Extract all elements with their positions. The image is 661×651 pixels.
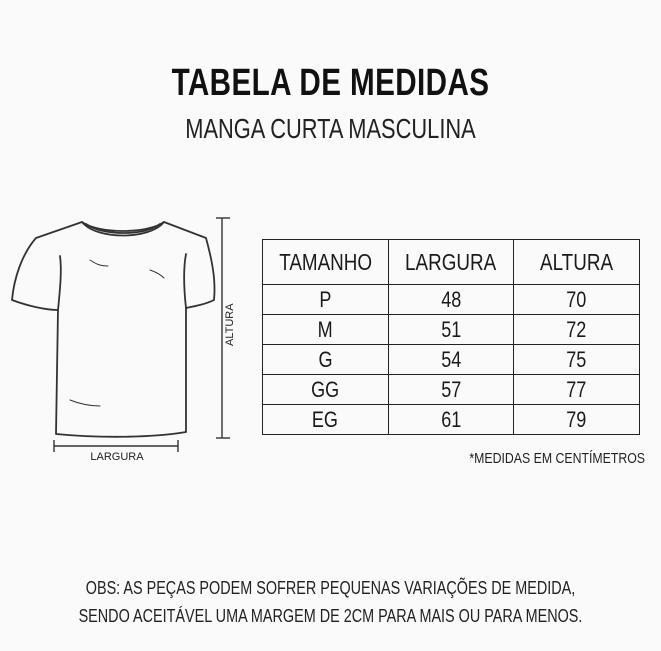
size-cell: M bbox=[263, 315, 389, 345]
largura-cell: 51 bbox=[388, 315, 514, 345]
size-table bbox=[262, 239, 640, 435]
header-tamanho: TAMANHO bbox=[263, 240, 389, 285]
altura-cell: 70 bbox=[514, 285, 640, 315]
largura-cell: 57 bbox=[388, 375, 514, 405]
largura-dimension-label: LARGURA bbox=[90, 451, 144, 463]
header-largura: LARGURA bbox=[388, 240, 514, 285]
table-row bbox=[263, 285, 640, 315]
size-cell: G bbox=[263, 345, 389, 375]
altura-cell: 72 bbox=[514, 315, 640, 345]
largura-cell: 48 bbox=[388, 285, 514, 315]
disclaimer-line-1: OBS: AS PEÇAS PODEM SOFRER PEQUENAS VARIAÇÕES DE MEDIDA, bbox=[85, 578, 576, 598]
disclaimer-line-2: SENDO ACEITÁVEL UMA MARGEM DE 2CM PARA MAIS OU PARA MENOS. bbox=[78, 606, 583, 626]
table-header-row bbox=[263, 240, 640, 285]
header-altura: ALTURA bbox=[514, 240, 640, 285]
disclaimer bbox=[66, 574, 595, 630]
page-subtitle: MANGA CURTA MASCULINA bbox=[185, 113, 476, 144]
altura-cell: 79 bbox=[514, 405, 640, 435]
size-cell: P bbox=[263, 285, 389, 315]
page-title: TABELA DE MEDIDAS bbox=[171, 62, 490, 104]
table-row bbox=[263, 405, 640, 435]
table-row bbox=[263, 315, 640, 345]
size-cell: GG bbox=[263, 375, 389, 405]
tshirt-outline-icon bbox=[0, 200, 260, 480]
units-note: *MEDIDAS EM CENTÍMETROS bbox=[469, 450, 645, 467]
largura-cell: 54 bbox=[388, 345, 514, 375]
altura-cell: 77 bbox=[514, 375, 640, 405]
table-row bbox=[263, 375, 640, 405]
size-cell: EG bbox=[263, 405, 389, 435]
largura-cell: 61 bbox=[388, 405, 514, 435]
table-row bbox=[263, 345, 640, 375]
tshirt-diagram bbox=[0, 200, 260, 480]
altura-cell: 75 bbox=[514, 345, 640, 375]
altura-dimension-label: ALTURA bbox=[224, 303, 236, 346]
